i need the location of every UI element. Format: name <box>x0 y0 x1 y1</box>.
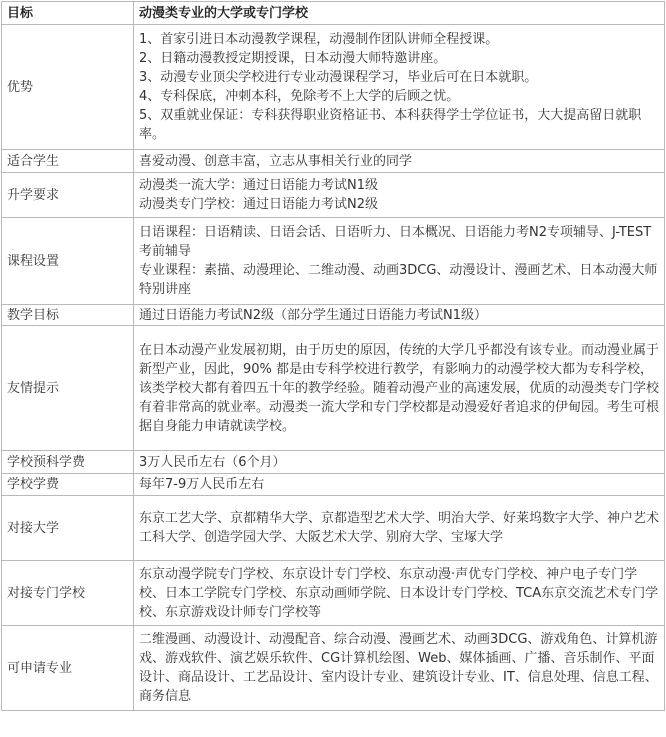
content-line: 日语课程：日语精读、日语会话、日语听力、日本概况、日语能力考N2专项辅导、J-TEST考前辅导 <box>139 225 652 259</box>
row-label: 可申请专业 <box>2 626 134 711</box>
row-content <box>134 25 665 150</box>
content-line: 2、日籍动漫教授定期授课，日本动漫大师特邀讲座。 <box>139 51 447 66</box>
table-row-curriculum <box>2 218 665 305</box>
row-label: 对接大学 <box>2 496 134 561</box>
row-content <box>134 474 665 496</box>
row-content <box>134 451 665 474</box>
row-content <box>134 496 665 561</box>
header-row <box>2 2 665 25</box>
row-label: 对接专门学校 <box>2 561 134 626</box>
row-label: 课程设置 <box>2 218 134 305</box>
content-line: 3、动漫专业顶尖学校进行专业动漫课程学习，毕业后可在日本就职。 <box>139 70 538 85</box>
content-line: 动漫类一流大学：通过日语能力考试N1级 <box>139 178 378 193</box>
content-line: 喜爱动漫、创意丰富，立志从事相关行业的同学 <box>139 153 413 169</box>
header-label: 目标 <box>2 2 134 25</box>
table-row-requirements <box>2 173 665 218</box>
content-line: 通过日语能力考试N2级（部分学生通过日语能力考试N1级） <box>139 307 487 323</box>
content-line: 1、首家引进日本动漫教学课程，动漫制作团队讲师全程授课。 <box>139 32 499 47</box>
content-line: 二维漫画、动漫设计、动漫配音、综合动漫、漫画艺术、动画3DCG、游戏角色、计算机游戏、游戏软件、演艺娱乐软件、CG计算机绘图、Web、媒体插画、广播、音乐制作、平面设计、商品设计、工艺品设计、室内设计专业、建筑设计专业、IT、信息处理、信息工程、商务信息 <box>139 632 658 704</box>
content-line: 东京工艺大学、京都精华大学、京都造型艺术大学、明治大学、好莱坞数字大学、神户艺术工科大学、创造学园大学、大阪艺术大学、别府大学、宝塚大学 <box>139 511 660 545</box>
table-row-majors <box>2 626 665 711</box>
info-table <box>1 1 665 711</box>
content-line: 4、专科保底，冲刺本科，免除考不上大学的后顾之忧。 <box>139 89 460 104</box>
table-row-tips <box>2 326 665 451</box>
row-label: 教学目标 <box>2 305 134 326</box>
table-row-partner-universities <box>2 496 665 561</box>
header-title: 动漫类专业的大学或专门学校 <box>134 2 665 25</box>
table-row-teaching-goal <box>2 305 665 326</box>
row-content <box>134 173 665 218</box>
row-label: 升学要求 <box>2 173 134 218</box>
content-line: 专业课程：素描、动漫理论、二维动漫、动画3DCG、动漫设计、漫画艺术、日本动漫大师特别讲座 <box>139 263 658 297</box>
row-content <box>134 626 665 711</box>
content-line: 东京动漫学院专门学校、东京设计专门学校、东京动漫·声优专门学校、神户电子专门学校、日本工学院专门学校、东京动画师学院、日本设计专门学校、TCA东京交流艺术专门学校、东京游戏设计师专门学校等 <box>139 566 659 620</box>
row-label: 适合学生 <box>2 150 134 173</box>
content-line: 每年7-9万人民币左右 <box>139 477 265 492</box>
table-row-prep-fee <box>2 451 665 474</box>
row-label: 学校学费 <box>2 474 134 496</box>
row-content <box>134 150 665 173</box>
row-content <box>134 561 665 626</box>
table-row-advantages <box>2 25 665 150</box>
row-content <box>134 326 665 451</box>
content-line: 5、双重就业保证：专科获得职业资格证书、本科获得学士学位证书，大大提高留日就职率。 <box>139 108 642 142</box>
table-row-suitable-students <box>2 150 665 173</box>
table-row-tuition <box>2 474 665 496</box>
row-label: 优势 <box>2 25 134 150</box>
row-label: 友情提示 <box>2 326 134 451</box>
content-line: 动漫类专门学校：通过日语能力考试N2级 <box>139 197 378 212</box>
content-line: 在日本动漫产业发展初期，由于历史的原因，传统的大学几乎都没有该专业。而动漫业属于新型产业，因此，90% 都是由专科学校进行教学，有影响力的动漫学校大都为专科学校，该类学校大都有着四五十年的教学经验。随着动漫产业的高速发展，优质的动漫类专门学校有着非常高的就业率。动漫类一流大学和专门学校都是动漫爱好者追求的伊甸园。考生可根据自身能力申请就读学校。 <box>139 342 660 434</box>
row-label: 学校预科学费 <box>2 451 134 474</box>
row-content <box>134 305 665 326</box>
row-content <box>134 218 665 305</box>
content-line: 3万人民币左右（6个月） <box>139 454 286 470</box>
table-row-partner-schools <box>2 561 665 626</box>
